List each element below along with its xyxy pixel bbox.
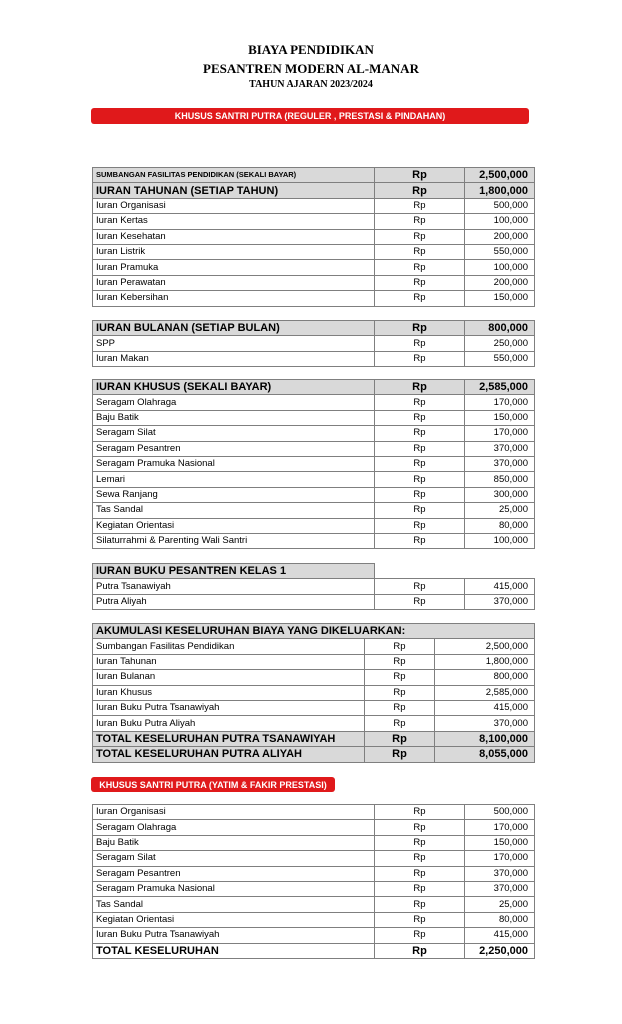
currency: Rp [375, 456, 465, 471]
currency: Rp [375, 260, 465, 275]
table-row [93, 351, 535, 366]
table-row [93, 244, 535, 259]
currency: Rp [375, 198, 465, 213]
item-amount: 200,000 [465, 275, 535, 290]
total-yatim-row [93, 943, 535, 958]
item-label: Seragam Olahraga [93, 820, 375, 835]
table-row [93, 805, 535, 820]
table-row [93, 594, 535, 609]
item-amount: 370,000 [465, 456, 535, 471]
item-amount: 170,000 [465, 426, 535, 441]
table-row [93, 700, 535, 715]
table-row [93, 866, 535, 881]
currency: Rp [365, 716, 435, 731]
item-label: Silaturrahmi & Parenting Wali Santri [93, 533, 375, 548]
currency: Rp [375, 866, 465, 881]
table-row [93, 395, 535, 410]
currency: Rp [375, 518, 465, 533]
total-label: TOTAL KESELURUHAN [93, 943, 375, 958]
banner-regular: KHUSUS SANTRI PUTRA (REGULER , PRESTASI & PINDAHAN) [91, 108, 529, 124]
item-amount: 150,000 [465, 410, 535, 425]
item-amount: 500,000 [465, 805, 535, 820]
currency: Rp [375, 410, 465, 425]
currency: Rp [375, 351, 465, 366]
item-label: Iuran Makan [93, 351, 375, 366]
academic-year: TAHUN AJARAN 2023/2024 [249, 79, 373, 90]
table-row [93, 214, 535, 229]
institution-name: PESANTREN MODERN AL-MANAR [203, 61, 419, 76]
item-label: Lemari [93, 472, 375, 487]
currency: Rp [375, 168, 465, 183]
currency: Rp [365, 731, 435, 746]
section-header-buku [93, 564, 535, 579]
item-amount: 150,000 [465, 835, 535, 850]
currency: Rp [375, 503, 465, 518]
currency: Rp [375, 380, 465, 395]
total-label: TOTAL KESELURUHAN PUTRA TSANAWIYAH [93, 731, 365, 746]
currency: Rp [375, 214, 465, 229]
table-row [93, 518, 535, 533]
currency: Rp [375, 594, 465, 609]
item-label: Baju Batik [93, 410, 375, 425]
currency: Rp [375, 426, 465, 441]
item-label: Iuran Buku Putra Aliyah [93, 716, 365, 731]
table-row [93, 291, 535, 306]
section-label: AKUMULASI KESELURUHAN BIAYA YANG DIKELUARKAN: [93, 624, 535, 639]
item-label: Iuran Perawatan [93, 275, 375, 290]
table-row [93, 639, 535, 654]
currency: Rp [375, 533, 465, 548]
currency: Rp [375, 336, 465, 351]
table-row [93, 336, 535, 351]
currency: Rp [375, 487, 465, 502]
currency: Rp [375, 835, 465, 850]
item-amount: 300,000 [465, 487, 535, 502]
item-amount: 200,000 [465, 229, 535, 244]
section-header-bulanan [93, 321, 535, 336]
currency: Rp [375, 912, 465, 927]
item-label: Iuran Buku Putra Tsanawiyah [93, 928, 375, 943]
item-label: Iuran Kesehatan [93, 229, 375, 244]
currency: Rp [375, 928, 465, 943]
item-label: Iuran Listrik [93, 244, 375, 259]
item-label: Seragam Olahraga [93, 395, 375, 410]
currency: Rp [375, 291, 465, 306]
banner-yatim: KHUSUS SANTRI PUTRA (YATIM & FAKIR PRESTASI) [91, 777, 335, 792]
section-amount: 2,585,000 [465, 380, 535, 395]
item-label: Kegiatan Orientasi [93, 912, 375, 927]
item-label: Kegiatan Orientasi [93, 518, 375, 533]
currency: Rp [375, 579, 465, 594]
item-amount: 550,000 [465, 351, 535, 366]
item-label: Seragam Pramuka Nasional [93, 456, 375, 471]
item-amount: 370,000 [465, 594, 535, 609]
table-row [93, 897, 535, 912]
item-amount: 150,000 [465, 291, 535, 306]
table-row [93, 881, 535, 896]
table-bulanan [92, 320, 535, 367]
item-label: Tas Sandal [93, 503, 375, 518]
item-label: Iuran Tahunan [93, 654, 365, 669]
currency: Rp [375, 183, 465, 198]
currency: Rp [375, 851, 465, 866]
table-row [93, 851, 535, 866]
table-row [93, 912, 535, 927]
currency: Rp [375, 244, 465, 259]
item-amount: 2,585,000 [435, 685, 535, 700]
item-label: Tas Sandal [93, 897, 375, 912]
currency: Rp [375, 472, 465, 487]
item-amount: 170,000 [465, 820, 535, 835]
currency: Rp [365, 747, 435, 762]
item-label: Seragam Silat [93, 851, 375, 866]
item-amount: 370,000 [465, 441, 535, 456]
currency: Rp [365, 654, 435, 669]
currency: Rp [365, 700, 435, 715]
table-row [93, 928, 535, 943]
total-amount: 8,055,000 [435, 747, 535, 762]
item-label: Putra Aliyah [93, 594, 375, 609]
item-amount: 25,000 [465, 503, 535, 518]
table-row [93, 472, 535, 487]
item-amount: 370,000 [465, 866, 535, 881]
currency: Rp [365, 670, 435, 685]
table-akumulasi [92, 623, 535, 763]
table-buku [92, 563, 535, 610]
table-row [93, 198, 535, 213]
table-row [93, 503, 535, 518]
total-tsanawiyah-row [93, 731, 535, 746]
item-amount: 80,000 [465, 518, 535, 533]
item-amount: 170,000 [465, 395, 535, 410]
table-row [93, 456, 535, 471]
section-header-akumulasi [93, 624, 535, 639]
document-title: BIAYA PENDIDIKAN [248, 42, 374, 57]
currency: Rp [375, 229, 465, 244]
item-amount: 100,000 [465, 533, 535, 548]
item-amount: 100,000 [465, 214, 535, 229]
table-row [93, 426, 535, 441]
item-label: Iuran Kertas [93, 214, 375, 229]
item-label: Seragam Silat [93, 426, 375, 441]
currency: Rp [375, 881, 465, 896]
table-row [93, 716, 535, 731]
total-aliyah-row [93, 747, 535, 762]
total-amount: 8,100,000 [435, 731, 535, 746]
item-label: Iuran Pramuka [93, 260, 375, 275]
table-row [93, 835, 535, 850]
row-fasilitas [93, 168, 535, 183]
table-row [93, 229, 535, 244]
currency: Rp [375, 820, 465, 835]
row-label: SUMBANGAN FASILITAS PENDIDIKAN (SEKALI BAYAR) [93, 168, 375, 183]
table-row [93, 410, 535, 425]
section-amount: 1,800,000 [465, 183, 535, 198]
table-row [93, 579, 535, 594]
item-amount: 415,000 [435, 700, 535, 715]
item-amount: 415,000 [465, 579, 535, 594]
currency: Rp [365, 639, 435, 654]
item-amount: 80,000 [465, 912, 535, 927]
item-label: Iuran Buku Putra Tsanawiyah [93, 700, 365, 715]
section-header-tahunan [93, 183, 535, 198]
row-amount: 2,500,000 [465, 168, 535, 183]
item-label: SPP [93, 336, 375, 351]
section-label: IURAN KHUSUS (SEKALI BAYAR) [93, 380, 375, 395]
item-label: Iuran Organisasi [93, 805, 375, 820]
item-label: Iuran Organisasi [93, 198, 375, 213]
table-row [93, 275, 535, 290]
item-amount: 2,500,000 [435, 639, 535, 654]
table-row [93, 441, 535, 456]
item-label: Baju Batik [93, 835, 375, 850]
table-row [93, 260, 535, 275]
item-amount: 370,000 [435, 716, 535, 731]
table-row [93, 533, 535, 548]
item-amount: 100,000 [465, 260, 535, 275]
total-amount: 2,250,000 [465, 943, 535, 958]
item-label: Iuran Khusus [93, 685, 365, 700]
currency: Rp [375, 395, 465, 410]
item-label: Seragam Pramuka Nasional [93, 881, 375, 896]
table-tahunan [92, 167, 535, 307]
section-label: IURAN BUKU PESANTREN KELAS 1 [93, 564, 375, 579]
currency: Rp [375, 441, 465, 456]
item-amount: 850,000 [465, 472, 535, 487]
item-label: Seragam Pesantren [93, 866, 375, 881]
currency: Rp [375, 943, 465, 958]
table-row [93, 685, 535, 700]
total-label: TOTAL KESELURUHAN PUTRA ALIYAH [93, 747, 365, 762]
section-header-khusus [93, 380, 535, 395]
item-label: Iuran Bulanan [93, 670, 365, 685]
item-label: Sumbangan Fasilitas Pendidikan [93, 639, 365, 654]
table-row [93, 487, 535, 502]
item-label: Sewa Ranjang [93, 487, 375, 502]
table-row [93, 654, 535, 669]
currency: Rp [375, 805, 465, 820]
currency: Rp [375, 275, 465, 290]
table-yatim [92, 804, 535, 959]
item-amount: 370,000 [465, 881, 535, 896]
item-amount: 170,000 [465, 851, 535, 866]
item-amount: 500,000 [465, 198, 535, 213]
section-label: IURAN BULANAN (SETIAP BULAN) [93, 321, 375, 336]
currency: Rp [375, 897, 465, 912]
item-amount: 550,000 [465, 244, 535, 259]
item-label: Putra Tsanawiyah [93, 579, 375, 594]
item-amount: 250,000 [465, 336, 535, 351]
currency: Rp [375, 321, 465, 336]
section-label: IURAN TAHUNAN (SETIAP TAHUN) [93, 183, 375, 198]
table-row [93, 670, 535, 685]
item-amount: 415,000 [465, 928, 535, 943]
table-row [93, 820, 535, 835]
item-label: Iuran Kebersihan [93, 291, 375, 306]
item-label: Seragam Pesantren [93, 441, 375, 456]
table-khusus [92, 379, 535, 549]
item-amount: 800,000 [435, 670, 535, 685]
section-amount: 800,000 [465, 321, 535, 336]
item-amount: 25,000 [465, 897, 535, 912]
item-amount: 1,800,000 [435, 654, 535, 669]
currency: Rp [365, 685, 435, 700]
